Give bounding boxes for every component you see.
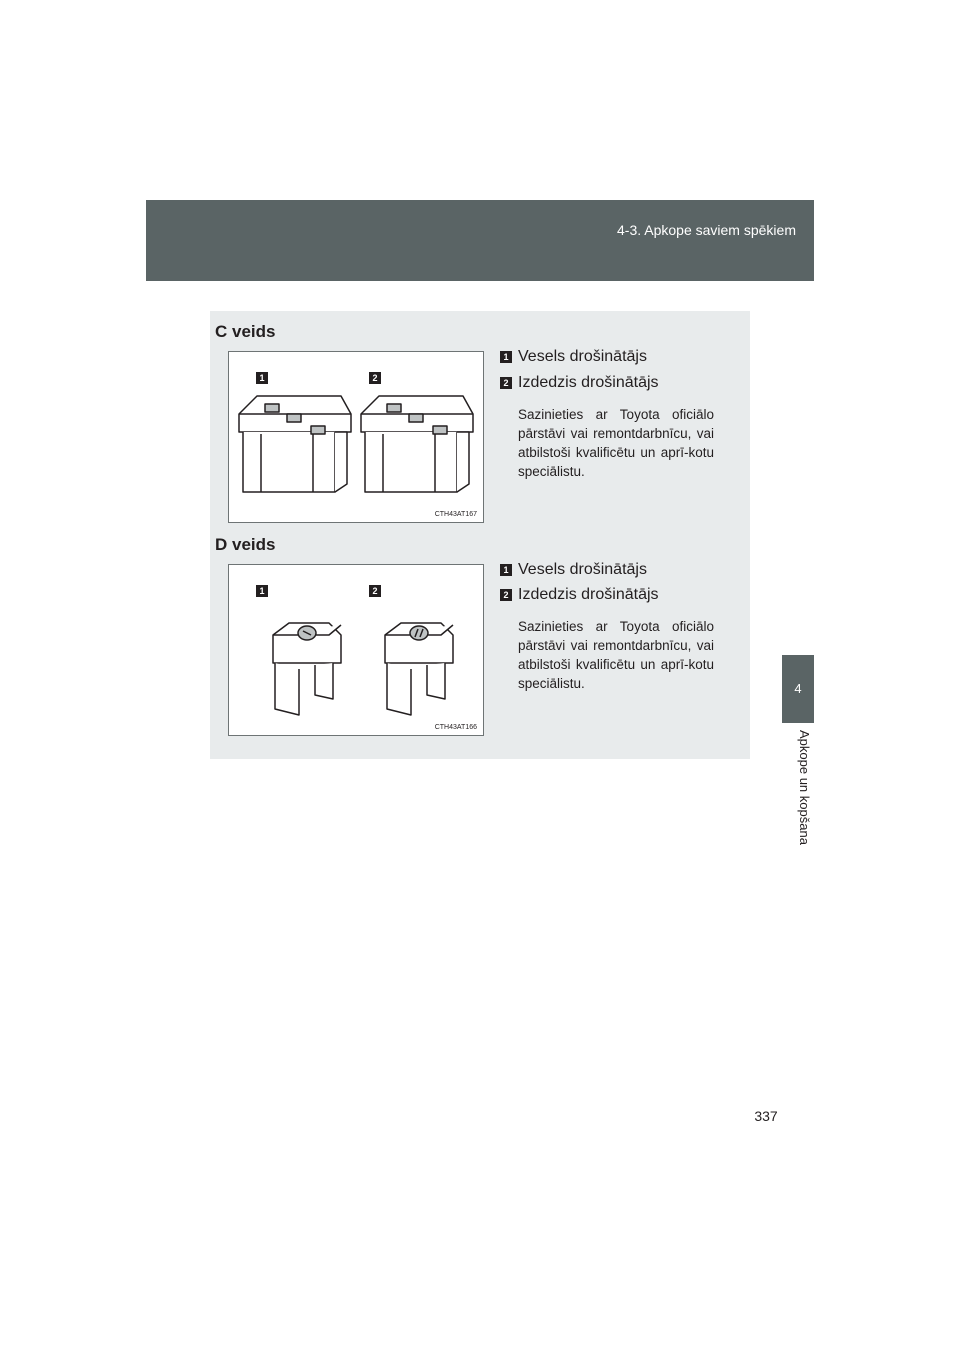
item-text: Izdedzis drošinātājs [518,374,659,391]
item-text: Izdedzis drošinātājs [518,586,659,603]
chapter-tab [782,655,814,723]
item-badge: 2 [500,589,512,601]
note-text: Sazinieties ar Toyota oficiālo pārstāvi vai remontdarbnīcu, vai atbilstoši kvalificētu un aprī-kotu speciālistu. [518,407,714,479]
note-text: Sazinieties ar Toyota oficiālo pārstāvi vai remontdarbnīcu, vai atbilstoši kvalificētu un aprī-kotu speciālistu. [518,619,714,691]
item-badge: 1 [500,564,512,576]
section-breadcrumb: 4-3. Apkope saviem spēkiem [617,222,796,238]
callout-badge: 2 [369,372,381,384]
callout-badge: 1 [256,585,268,597]
figure-code: CTH43AT166 [434,724,477,731]
callout-badge: 1 [256,372,268,384]
section-title: D veids [215,535,276,554]
callout-badge: 2 [369,585,381,597]
chapter-label: Apkope un kopšana [797,730,812,845]
cartridge-fuse-drawing [229,352,483,522]
fuse-illustration-d [228,564,484,736]
item-badge: 1 [500,351,512,363]
page-number: 337 [754,1108,778,1124]
item-text: Vesels drošinātājs [518,348,647,365]
section-title: C veids [215,322,276,341]
figure-code: CTH43AT167 [434,511,477,518]
page-header [146,200,814,281]
item-text: Vesels drošinātājs [518,561,647,578]
item-badge: 2 [500,377,512,389]
fuse-illustration-c [228,351,484,523]
chapter-number: 4 [794,681,802,696]
content-panel [210,311,750,759]
blade-fuse-drawing [229,565,483,735]
